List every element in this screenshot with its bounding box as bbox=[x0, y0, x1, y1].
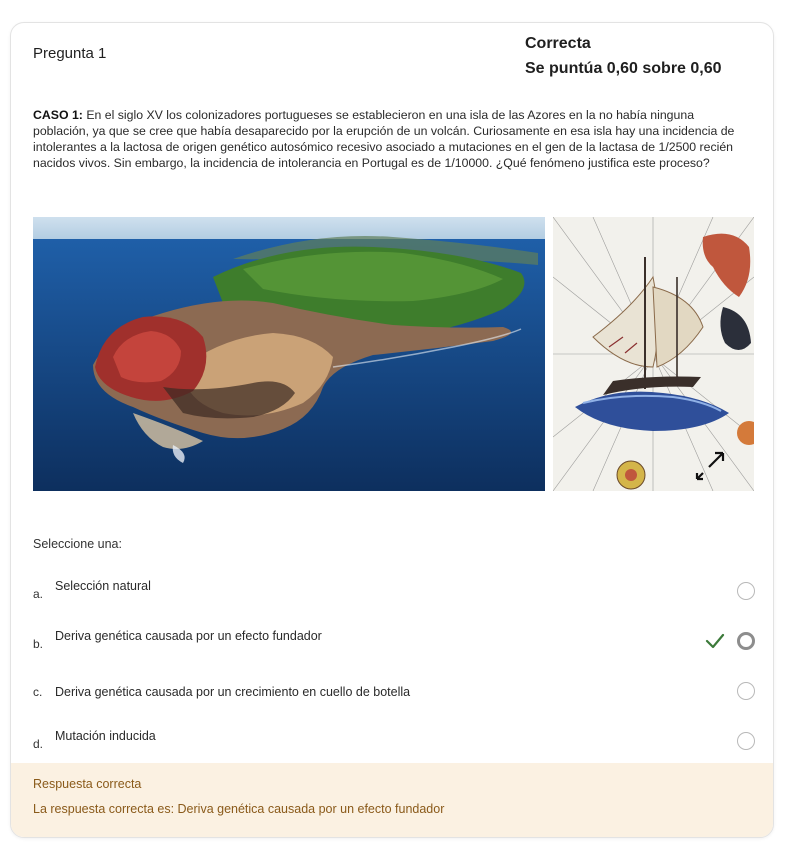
feedback-title: Respuesta correcta bbox=[33, 777, 142, 791]
option-label: Selección natural bbox=[55, 579, 151, 593]
question-score: Se puntúa 0,60 sobre 0,60 bbox=[525, 60, 722, 77]
option-d[interactable] bbox=[33, 723, 755, 757]
radio-button[interactable] bbox=[737, 682, 755, 700]
question-card bbox=[10, 22, 774, 838]
question-status: Correcta bbox=[525, 35, 591, 52]
option-b[interactable] bbox=[33, 623, 755, 657]
radio-button-selected[interactable] bbox=[737, 632, 755, 650]
question-number: Pregunta 1 bbox=[33, 45, 107, 62]
case-label: CASO 1: bbox=[33, 108, 83, 122]
caravel-map-image bbox=[553, 217, 754, 491]
radio-button[interactable] bbox=[737, 582, 755, 600]
island-aerial-image bbox=[33, 217, 545, 491]
option-letter: c. bbox=[33, 685, 43, 699]
select-prompt: Seleccione una: bbox=[33, 537, 122, 551]
feedback-panel bbox=[11, 763, 773, 837]
option-c[interactable] bbox=[33, 673, 755, 707]
option-letter: a. bbox=[33, 587, 44, 601]
option-label: Deriva genética causada por un efecto fundador bbox=[55, 629, 322, 643]
question-body: En el siglo XV los colonizadores portugueses se establecieron en una isla de las Azores en la no había ninguna población, ya que se cree que había desaparecido por la erupción de un volcán. Curiosamente en esa isla hay una incidencia de intolerantes a la lactosa de origen genético autosómico recesivo asociado a mutaciones en el gen de la lactasa de 1/2500 recién nacidos vivos. Sin embargo, la incidencia de intolerancia en Portugal es de 1/10000. ¿Qué fenómeno justifica este proceso? bbox=[33, 108, 735, 170]
question-text bbox=[33, 107, 749, 171]
option-a[interactable] bbox=[33, 573, 755, 607]
option-letter: b. bbox=[33, 637, 44, 651]
check-icon bbox=[705, 631, 725, 651]
radio-button[interactable] bbox=[737, 732, 755, 750]
option-letter: d. bbox=[33, 737, 44, 751]
feedback-text: La respuesta correcta es: Deriva genética causada por un efecto fundador bbox=[33, 802, 445, 816]
option-label: Mutación inducida bbox=[55, 729, 156, 743]
option-label: Deriva genética causada por un crecimiento en cuello de botella bbox=[55, 685, 411, 699]
question-status-block bbox=[525, 31, 722, 81]
